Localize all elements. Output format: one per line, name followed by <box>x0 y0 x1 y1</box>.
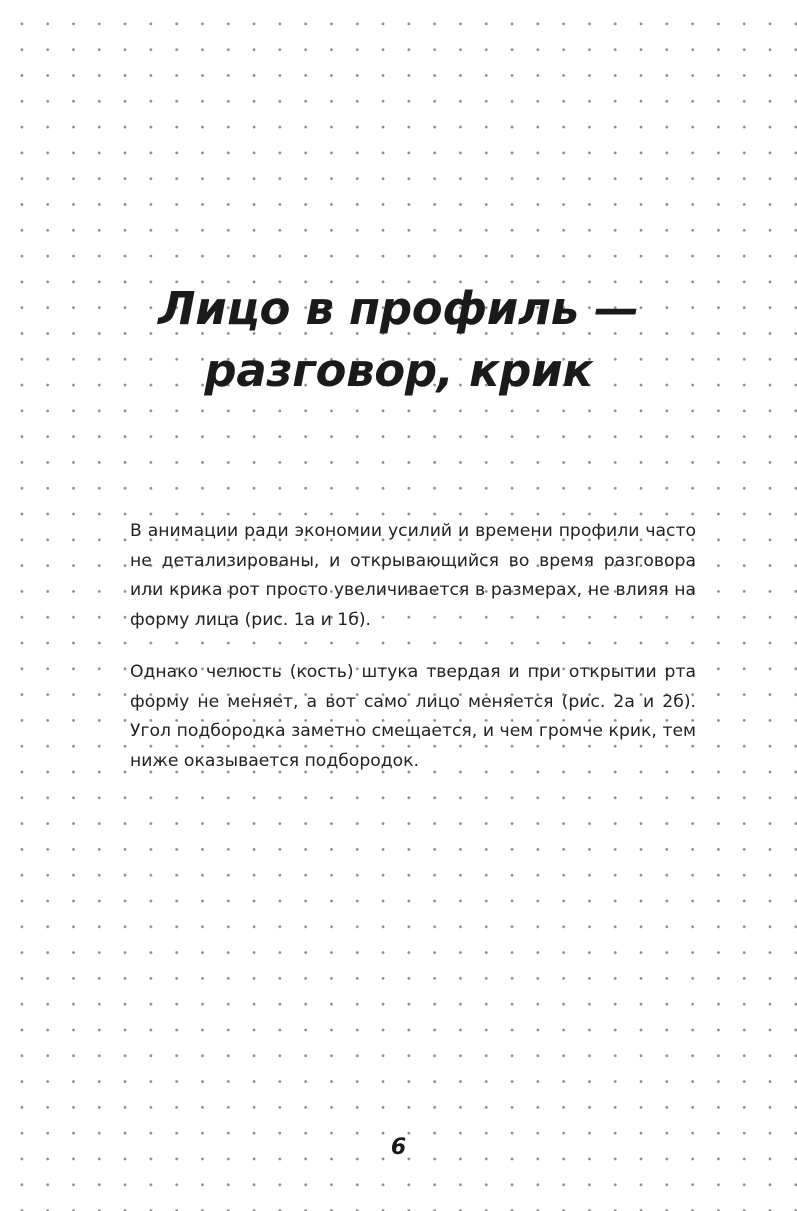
paragraph-2: Однако челюсть (кость) штука твердая и при открытии рта форму не меняет, а вот само лицо меняется (рис. 2а и 2б). Угол подбородка заметно смещается, и чем громче крик, тем ниже оказывается подбородок. <box>130 662 696 771</box>
body-text <box>130 517 696 799</box>
chapter-title-line-1: Лицо в профиль — <box>158 282 639 335</box>
chapter-title-line-2: разговор, крик <box>204 344 593 397</box>
page-number: 6 <box>390 1135 407 1160</box>
chapter-title <box>0 278 797 402</box>
paragraph-1: В анимации ради экономии усилий и времени профили часто не детализированы, и открывающийся во время разговора или крика рот просто увеличивается в размерах, не влияя на форму лица (рис. 1а и 1б). <box>130 521 696 630</box>
